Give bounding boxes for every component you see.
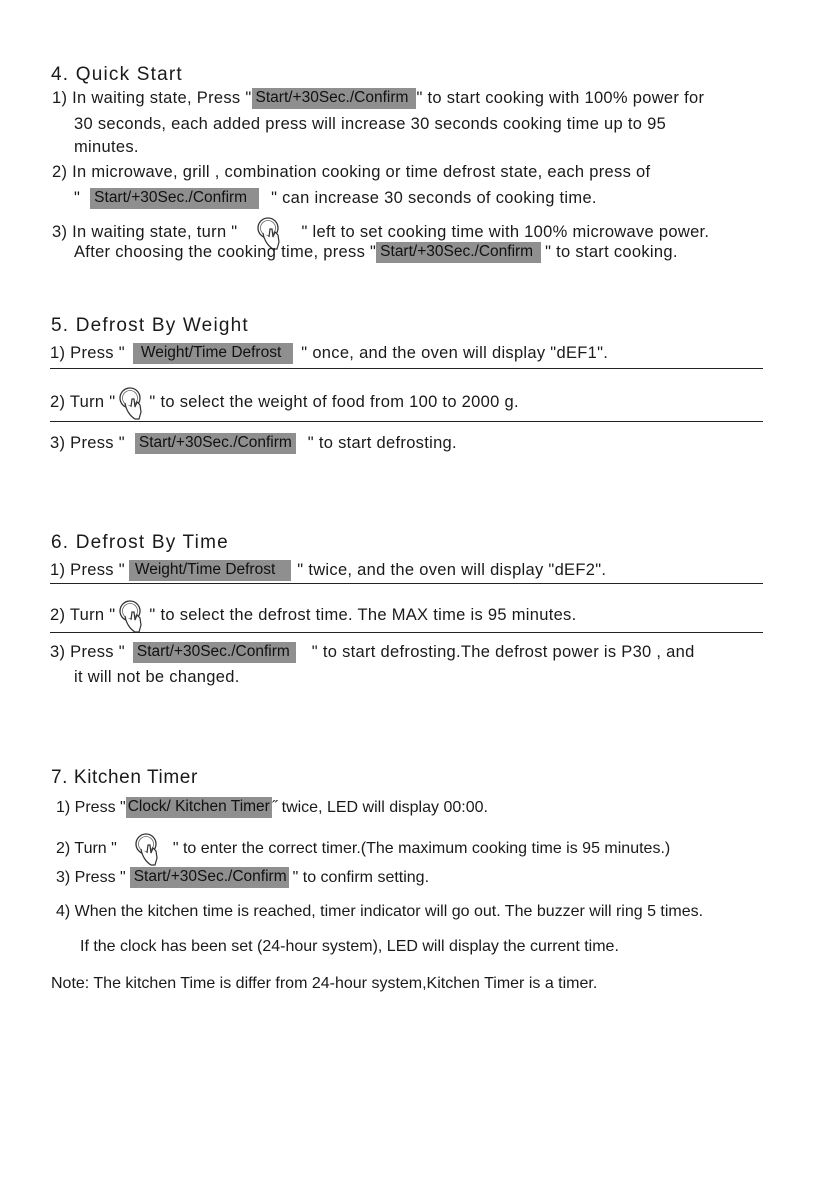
defrost-weight-step-3: 3) Press " Start/+30Sec./Confirm " to start defrosting. [50,434,457,452]
section-heading-defrost-by-weight: 5. Defrost By Weight [51,315,249,336]
defrost-time-step-3: 3) Press " Start/+30Sec./Confirm " to start defrosting.The defrost power is P30 , and [50,643,695,661]
dial-knob-icon [117,598,147,634]
defrost-time-step-1: 1) Press " Weight/Time Defrost " twice, and the oven will display "dEF2". [50,561,607,579]
kitchen-timer-step-3: 3) Press " Start/+30Sec./Confirm " to confirm setting. [56,868,430,886]
start-confirm-button-label: Start/+30Sec./Confirm [135,433,296,454]
dial-knob-icon [117,385,147,421]
kitchen-timer-step-4: 4) When the kitchen time is reached, timer indicator will go out. The buzzer will ring 5 times. [56,903,704,920]
divider [50,368,763,369]
quick-start-step-1-cont: 30 seconds, each added press will increase 30 seconds cooking time up to 95 [74,115,667,133]
defrost-weight-step-1: 1) Press " Weight/Time Defrost " once, and the oven will display "dEF1". [50,344,609,362]
start-confirm-button-label: Start/+30Sec./Confirm [90,188,259,209]
quick-start-step-1-cont2: minutes. [74,138,139,156]
quick-start-step-2: 2) In microwave, grill , combination cooking or time defrost state, each press of [52,163,651,181]
kitchen-timer-step-4-cont: If the clock has been set (24-hour system), LED will display the current time. [80,938,619,955]
kitchen-timer-step-2: 2) Turn " " to enter the correct timer.(The maximum cooking time is 95 minutes.) [56,831,670,867]
weight-time-defrost-button-label: Weight/Time Defrost [133,343,293,364]
defrost-time-step-2: 2) Turn " " to select the defrost time. The MAX time is 95 minutes. [50,598,577,634]
divider [50,421,763,422]
section-heading-kitchen-timer: 7. Kitchen Timer [51,767,198,788]
quick-start-step-3-cont: After choosing the cooking time, press " Start/+30Sec./Confirm " to start cooking. [74,243,678,261]
quick-start-step-3: 3) In waiting state, turn " " left to set cooking time with 100% microwave power. [52,215,709,251]
defrost-time-step-3-cont: it will not be changed. [74,668,240,686]
start-confirm-button-label: Start/+30Sec./Confirm [133,642,296,663]
section-heading-quick-start: 4. Quick Start [51,64,183,85]
quick-start-step-1: 1) In waiting state, Press " Start/+30Sec./Confirm " to start cooking with 100% power for [52,89,705,107]
quick-start-step-2-cont: " Start/+30Sec./Confirm " can increase 30 seconds of cooking time. [74,189,597,207]
dial-knob-icon [133,831,163,867]
section-heading-defrost-by-time: 6. Defrost By Time [51,532,229,553]
clock-kitchen-timer-button-label: Clock/ Kitchen Timer [126,797,272,818]
start-confirm-button-label: Start/+30Sec./Confirm [376,242,541,263]
defrost-weight-step-2: 2) Turn " " to select the weight of food from 100 to 2000 g. [50,385,519,421]
divider [50,583,763,584]
divider [50,632,763,633]
start-confirm-button-label: Start/+30Sec./Confirm [130,867,289,888]
start-confirm-button-label: Start/+30Sec./Confirm [252,88,417,109]
kitchen-timer-note: Note: The kitchen Time is differ from 24-hour system,Kitchen Timer is a timer. [51,975,598,992]
kitchen-timer-step-1: 1) Press " Clock/ Kitchen Timer ˝ twice, LED will display 00:00. [56,798,488,816]
weight-time-defrost-button-label: Weight/Time Defrost [129,560,291,581]
